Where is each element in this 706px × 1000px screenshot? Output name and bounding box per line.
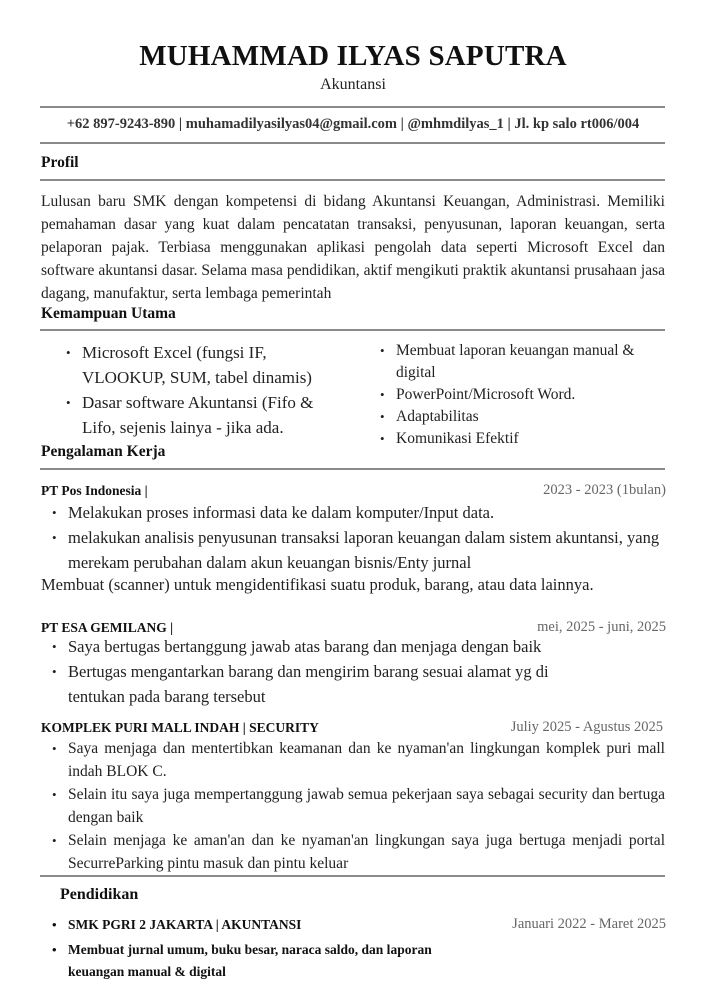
skill-item: • Membuat laporan keuangan manual & digital <box>369 340 669 384</box>
education-school: • SMK PGRI 2 JAKARTA | AKUNTANSI <box>41 914 441 936</box>
divider <box>40 179 665 181</box>
job-date: mei, 2025 - juni, 2025 <box>537 619 666 635</box>
job-bullet: • Saya menjaga dan mentertibkan keamanan dan ke nyaman'an lingkungan komplek puri mall indah BLOK C. <box>41 737 665 783</box>
job-bullet: • Saya bertugas bertanggung jawab atas barang dan menjaga dengan baik <box>41 634 581 659</box>
divider <box>40 106 665 108</box>
skill-item: • Komunikasi Efektif <box>369 428 669 450</box>
job-bullet: • Melakukan proses informasi data ke dalam komputer/Input data. <box>41 500 669 525</box>
job-bullet: • melakukan analisis penyusunan transaksi laporan keuangan dalam sistem akuntansi, yang merekam perubahan dalam akun keuangan bisnis/Enty jurnal <box>41 525 669 575</box>
job-bullet: • Bertugas mengantarkan barang dan mengirim barang sesuai alamat yg di tentukan pada barang tersebut <box>41 659 581 709</box>
contact-line: +62 897-9243-890 | muhamadilyasilyas04@gmail.com | @mhmdilyas_1 | Jl. kp salo rt006/004 <box>66 116 640 132</box>
job-extra-text: Membuat (scanner) untuk mengidentifikasi suatu produk, barang, atau data lainnya. <box>41 575 594 594</box>
job-title: KOMPLEK PURI MALL INDAH | SECURITY <box>41 720 319 735</box>
skills-list-left <box>55 340 325 440</box>
section-heading-education: Pendidikan <box>60 886 139 903</box>
skill-item: • PowerPoint/Microsoft Word. <box>369 384 669 406</box>
job-title: PT ESA GEMILANG | <box>41 620 174 635</box>
job-date: Juliy 2025 - Agustus 2025 <box>510 719 663 735</box>
profile-text: Lulusan baru SMK dengan kompetensi di bidang Akuntansi Keuangan, Administrasi. Memiliki pemahaman dasar yang kuat dalam pencatatan transaksi, penyusunan, laporan keuangan, serta pelaporan pajak. Terbiasa menggunakan aplikasi pengolah data seperti Microsoft Excel dan software akuntansi dasar. Selama masa pendidikan, aktif mengikuti praktik akuntansi prusahaan jasa dagang, manufaktur, serta lembaga pemerintah <box>41 193 665 302</box>
job-bullets <box>41 737 665 875</box>
divider <box>40 142 665 144</box>
section-heading-skills: Kemampuan Utama <box>41 305 176 322</box>
candidate-name: MUHAMMAD ILYAS SAPUTRA <box>139 40 567 72</box>
job-date: 2023 - 2023 (1bulan) <box>543 482 666 498</box>
skill-item: • Microsoft Excel (fungsi IF, VLOOKUP, SUM, tabel dinamis) <box>55 340 325 390</box>
education-list <box>41 914 441 983</box>
skills-list-right <box>369 340 669 450</box>
education-date: Januari 2022 - Maret 2025 <box>512 916 666 932</box>
education-detail: • Membuat jurnal umum, buku besar, naraca saldo, dan laporan keuangan manual & digital <box>41 939 441 983</box>
skill-item: • Dasar software Akuntansi (Fifo & Lifo, sejenis lainya - jika ada. <box>55 390 325 440</box>
skill-item: • Adaptabilitas <box>369 406 669 428</box>
section-heading-profile: Profil <box>41 154 79 171</box>
candidate-role: Akuntansi <box>320 76 386 93</box>
divider <box>40 329 665 331</box>
job-bullets <box>41 634 581 709</box>
divider <box>40 468 665 470</box>
section-heading-experience: Pengalaman Kerja <box>41 443 166 460</box>
job-bullet: • Selain itu saya juga mempertanggung jawab semua pekerjaan saya sebagai security dan bertuga dengan baik <box>41 783 665 829</box>
divider <box>40 875 665 877</box>
job-bullet: • Selain menjaga ke aman'an dan ke nyaman'an lingkungan saya juga bertuga menjadi portal SecurreParking pintu masuk dan pintu keluar <box>41 829 665 875</box>
job-title: PT Pos Indonesia | <box>41 483 148 498</box>
job-bullets <box>41 500 669 575</box>
